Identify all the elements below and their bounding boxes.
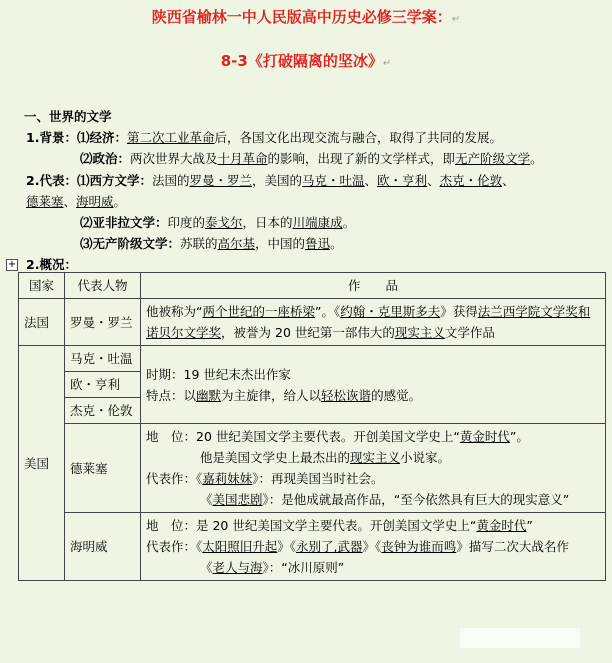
works-group1: 时期：19 世纪末杰出作家 特点：以幽默为主旋律，给人以轻松诙谐的感觉。 — [141, 346, 606, 424]
person-hemingway: 海明威 — [65, 513, 141, 581]
representative-west-cont: 德莱塞、海明威。 — [26, 194, 127, 209]
header-works: 作 品 — [141, 273, 606, 299]
table-row-twain — [19, 346, 606, 372]
literature-table — [18, 272, 606, 581]
table-move-handle-icon[interactable]: + — [7, 259, 17, 270]
page-subtitle: 8-3《打破隔离的坚冰》↵ — [220, 52, 392, 70]
overview-heading: 2.概况： — [26, 257, 77, 272]
works-romain-rolland: 他被称为“两个世纪的一座桥梁”。《约翰・克里斯多夫》获得法兰西学院文学奖和诺贝尔文学奖，被誉为 20 世纪第一部伟大的现实主义文学作品 — [141, 299, 606, 346]
person-dreiser: 德莱塞 — [65, 424, 141, 513]
person-mark-twain: 马克・吐温 — [65, 346, 141, 372]
header-person: 代表人物 — [65, 273, 141, 299]
section-heading: 一、世界的文学 — [24, 109, 112, 124]
watermark — [460, 628, 580, 648]
page-title: 陕西省榆林一中人民版高中历史必修三学案：↵ — [151, 8, 461, 26]
country-usa: 美国 — [19, 346, 65, 581]
person-o-henry: 欧・亨利 — [65, 372, 141, 398]
representative-asia: ⑵亚非拉文学：印度的泰戈尔，日本的川端康成。 — [80, 215, 356, 230]
table-row-france — [19, 299, 606, 346]
person-romain-rolland: 罗曼・罗兰 — [65, 299, 141, 346]
works-dreiser: 地 位：20 世纪美国文学主要代表。开创美国文学史上“黄金时代”。 他是美国文学史上最杰出的现实主义小说家。 代表作：《嘉莉妹妹》：再现美国当时社会。 《美国悲剧》：是他成就最高作品，“至今依然具有巨大的现实意义” — [141, 424, 606, 513]
table-row-hemingway — [19, 513, 606, 581]
representative-west: 2.代表：⑴西方文学：法国的罗曼・罗兰，美国的马克・吐温、欧・亨利、杰克・伦敦、 — [26, 173, 515, 188]
works-hemingway: 地 位：是 20 世纪美国文学主要代表。开创美国文学史上“黄金时代” 代表作：《太阳照旧升起》《永别了,武器》《丧钟为谁而鸣》描写二次大战名作 《老人与海》：“冰川原则” — [141, 513, 606, 581]
table-header-row — [19, 273, 606, 299]
header-country: 国家 — [19, 273, 65, 299]
table-row-dreiser — [19, 424, 606, 513]
background-politics: ⑵政治：两次世界大战及十月革命的影响，出现了新的文学样式，即无产阶级文学。 — [80, 151, 543, 166]
representative-proletarian: ⑶无产阶级文学：苏联的高尔基，中国的鲁迅。 — [80, 236, 343, 251]
person-jack-london: 杰克・伦敦 — [65, 398, 141, 424]
background-economy: 1.背景：⑴经济：第二次工业革命后，各国文化出现交流与融合，取得了共同的发展。 — [26, 130, 502, 145]
country-france: 法国 — [19, 299, 65, 346]
